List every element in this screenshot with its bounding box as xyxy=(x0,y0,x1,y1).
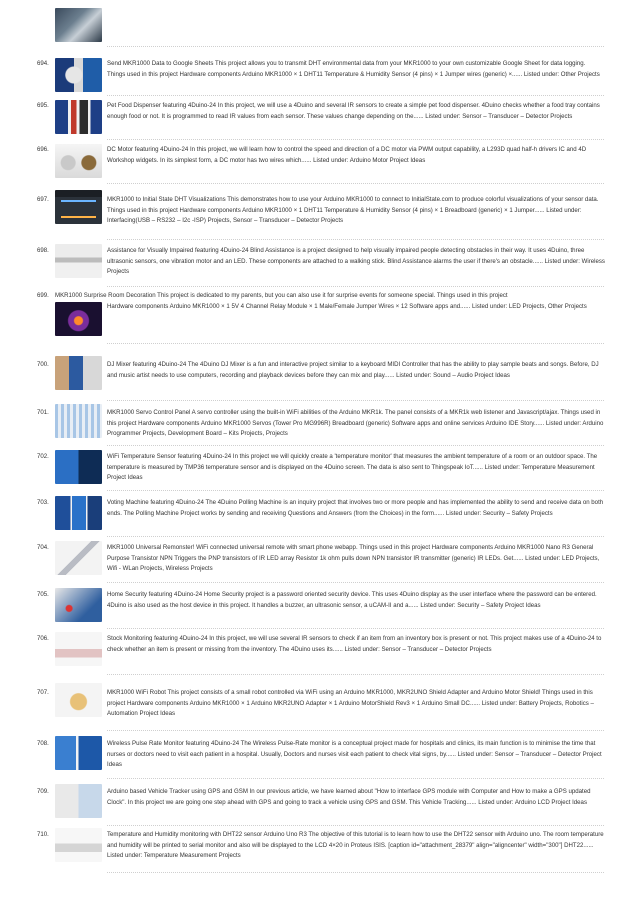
item-number: 703. xyxy=(37,499,49,506)
project-thumbnail[interactable] xyxy=(55,244,102,278)
divider xyxy=(107,582,604,583)
project-description: MKR1000 to Initial State DHT Visualizations This demonstrates how to use your Arduino MKR1000 to connect to InitialState.com to produce colorful visualizations of your sensor data. Things used in this project Hardware components Arduino MKR1000 × 1 DHT11 Temperature & Humidity Sensor (4 pins) × 1 Breadboard (generic) × 1 Jumper...... Listed under: Interfacing(USB – RS232 – I2c -ISP) Projects, Sensor – Transducer – Detector Projects xyxy=(107,196,599,225)
project-description: DC Motor featuring 4Duino-24 In this project, we will learn how to control the speed and direction of a DC motor via PWM output capability, a L293D quad half-h drivers IC and 4D Workshop widgets. In its simplest form, a DC motor has two wires which...... Listed under: Arduino Motor Project Ideas xyxy=(107,146,587,164)
project-description: DJ Mixer featuring 4Duino-24 The 4Duino DJ Mixer is a fun and interactive project similar to a keyboard MIDI Controller that has the ability to play sample beats and songs. Before, DJ and music artist needs to use computers, recording and playback devices before they can mix and play...... Listed under: Sound – Audio Project Ideas xyxy=(107,361,599,379)
divider xyxy=(107,286,604,287)
project-description: Voting Machine featuring 4Duino-24 The 4Duino Polling Machine is an inquiry project that involves two or more people and has implemented the ability to send and receive data on both ends. The Polling Machine Project works by sending and receiving Questions and Answers (from the Choices) in the form...... Listed under: Security – Safety Projects xyxy=(107,499,604,517)
project-description: Arduino based Vehicle Tracker using GPS and GSM In our previous article, we have learned about "How to interface GPS module with Computer and How to make a GPS updated Clock". In this project we are going one step ahead with GPS and going to track a vehicle using GPS and GSM. This Vehicle Tracking...... Listed under: Arduino LCD Project Ideas xyxy=(107,788,591,806)
divider xyxy=(107,628,604,629)
item-number: 707. xyxy=(37,689,49,696)
project-thumbnail[interactable] xyxy=(55,100,102,134)
project-thumbnail[interactable] xyxy=(55,588,102,622)
project-description: MKR1000 WiFi Robot This project consists of a small robot controlled via WiFi using an Arduino MKR1000, MKR2UNO Shield Adapter and Arduino Motor Shield! Things used in this project Hardware components Arduino MKR1000 × 1 Arduino MKR2UNO Adapter × 1 Arduino MotorShield Rev3 × 1 Arduino Small DC...... Listed under: Battery Projects, Robotics – Automation Project Ideas xyxy=(107,689,594,718)
item-number: 699. xyxy=(37,292,49,299)
project-description: MKR1000 Servo Control Panel A servo controller using the built-in WiFi abilities of the Arduino MKR1k. The panel consists of a MKR1k web listener and Javascript/ajax. Things used in this project Hardware components Arduino MKR1000 Servos (Tower Pro MG996R) Breadboard (generic) Software apps and online services Arduino IDE Story...... Listed under: Arduino Programmer Projects, Development Board – Kits Projects, Projects xyxy=(107,409,604,438)
item-number: 698. xyxy=(37,247,49,254)
item-number: 709. xyxy=(37,788,49,795)
project-thumbnail[interactable] xyxy=(55,356,102,390)
project-description: Temperature and Humidity monitoring with DHT22 sensor Arduino Uno R3 The objective of this tutorial is to learn how to use the DHT22 sensor with Arduino uno. The room temperature and humidity will be printed to serial monitor and also will be displayed to the LCD 4×20 in Proteus ISIS. [caption id="attachment_28379" align="aligncenter" width="300"] DHT22...... Listed under: Temperature Measurement Projects xyxy=(107,831,604,860)
project-description: Pet Food Dispenser featuring 4Duino-24 In this project, we will use a 4Duino and several IR sensors to create a simple pet food dispenser. 4Duino checks whether a food tray contains enough food or not. It is programmed to read IR values from each sensor. These values change depending on the...... Listed under: Sensor – Transducer – Detector Projects xyxy=(107,102,600,120)
project-description-first-line: MKR1000 Surprise Room Decoration This project is dedicated to my parents, but you can also use it for surprise events for someone special. Things used in this project xyxy=(55,292,508,299)
project-description: Send MKR1000 Data to Google Sheets This project allows you to transmit DHT environmental data from your MKR1000 to your own customizable Google Sheet for data logging. Things used in this project Hardware components Arduino MKR1000 × 1 DHT11 Temperature & Humidity Sensor (4 pins) × 1 Jumper wires (generic) ×...... Listed under: Other Projects xyxy=(107,60,600,78)
project-thumbnail[interactable] xyxy=(55,450,102,484)
divider xyxy=(107,95,604,96)
divider xyxy=(107,445,604,446)
divider xyxy=(107,239,604,240)
project-thumbnail[interactable] xyxy=(55,828,102,862)
project-description: Assistance for Visually Impaired featuring 4Duino-24 Blind Assistance is a project designed to help visually impaired people detecting obstacles in their way. It uses 4Duino, three ultrasonic sensors, one vibration motor and an LED. These components are attached to a walking stick. Blind Assistance alarms the user if there's an obstacle...... Listed under: Wireless Projects xyxy=(107,247,605,276)
item-number: 705. xyxy=(37,591,49,598)
project-thumbnail[interactable] xyxy=(55,632,102,666)
item-number: 702. xyxy=(37,453,49,460)
project-thumbnail[interactable] xyxy=(55,144,102,178)
item-number: 694. xyxy=(37,60,49,67)
divider xyxy=(107,139,604,140)
project-thumbnail[interactable] xyxy=(55,683,102,717)
divider xyxy=(107,730,604,731)
project-description: Wireless Pulse Rate Monitor featuring 4Duino-24 The Wireless Pulse-Rate monitor is a conceptual project made for hospitals and clinics, its main function is to minimise the time that nurses or doctors need to visit each patient in a hospital. Usually, Doctors and nurses visit each patient to check vital signs, by...... Listed under: Sensor – Transducer – Detector Project Ideas xyxy=(107,740,602,769)
item-number: 695. xyxy=(37,102,49,109)
item-number: 701. xyxy=(37,409,49,416)
project-thumbnail[interactable] xyxy=(55,404,102,438)
project-thumbnail[interactable] xyxy=(55,302,102,336)
project-thumbnail[interactable] xyxy=(55,736,102,770)
divider xyxy=(107,183,604,184)
project-thumbnail[interactable] xyxy=(55,784,102,818)
project-description: MKR1000 Universal Remonster! WiFi connected universal remote with smart phone webapp. Things used in this project Hardware components Arduino MKR1000 Nano R3 General Purpose Transistor NPN Triggers the PNP transistors of IR LED array Resistor 1k ohm pulls down NPN transistor IR transmitter (generic) IR LEDs. Get...... Listed under: LED Projects, Wifi - WLan Projects, Wireless Projects xyxy=(107,544,600,573)
project-thumbnail[interactable] xyxy=(55,496,102,530)
project-description: Home Security featuring 4Duino-24 Home Security project is a password oriented security device. This uses 4Duino display as the user interface where the password can be entered. 4Duino is also used as the host device in this project. It handles a buzzer, an ultrasonic sensor, a uCAM-II and a...... Listed under: Security – Safety Project Ideas xyxy=(107,591,597,609)
divider xyxy=(107,674,604,675)
project-description: Hardware components Arduino MKR1000 × 1 5V 4 Channel Relay Module × 1 Male/Female Jumper Wires × 12 Software apps and...... Listed under: LED Projects, Other Projects xyxy=(107,303,587,310)
project-thumbnail[interactable] xyxy=(55,8,102,42)
divider xyxy=(107,343,604,344)
item-number: 708. xyxy=(37,740,49,747)
project-thumbnail[interactable] xyxy=(55,541,102,575)
divider xyxy=(107,825,604,826)
divider xyxy=(107,400,604,401)
project-description: WiFi Temperature Sensor featuring 4Duino-24 In this project we will quickly create a 'temperature monitor' that measures the ambient temperature of a room or an outdoor space. The temperature is measured by TMP36 temperature sensor and is displayed on the 4Duino screen. The data is also sent to Thingspeak IoT...... Listed under: Temperature Measurement Project Ideas xyxy=(107,453,598,482)
project-thumbnail[interactable] xyxy=(55,58,102,92)
divider xyxy=(107,490,604,491)
item-number: 697. xyxy=(37,196,49,203)
divider xyxy=(107,536,604,537)
project-description: Stock Monitoring featuring 4Duino-24 In this project, we will use several IR sensors to check if an item from an inventory box is present or not. This project makes use of a 4Duino-24 to check whether an item is present or missing from the inventory. The 4Duino uses its...... Listed under: Sensor – Transducer – Detector Projects xyxy=(107,635,602,653)
project-thumbnail[interactable] xyxy=(55,190,102,224)
divider xyxy=(107,778,604,779)
item-number: 710. xyxy=(37,831,49,838)
item-number: 696. xyxy=(37,146,49,153)
item-number: 706. xyxy=(37,635,49,642)
item-number: 704. xyxy=(37,544,49,551)
divider xyxy=(107,872,604,873)
item-number: 700. xyxy=(37,361,49,368)
divider xyxy=(107,46,604,47)
